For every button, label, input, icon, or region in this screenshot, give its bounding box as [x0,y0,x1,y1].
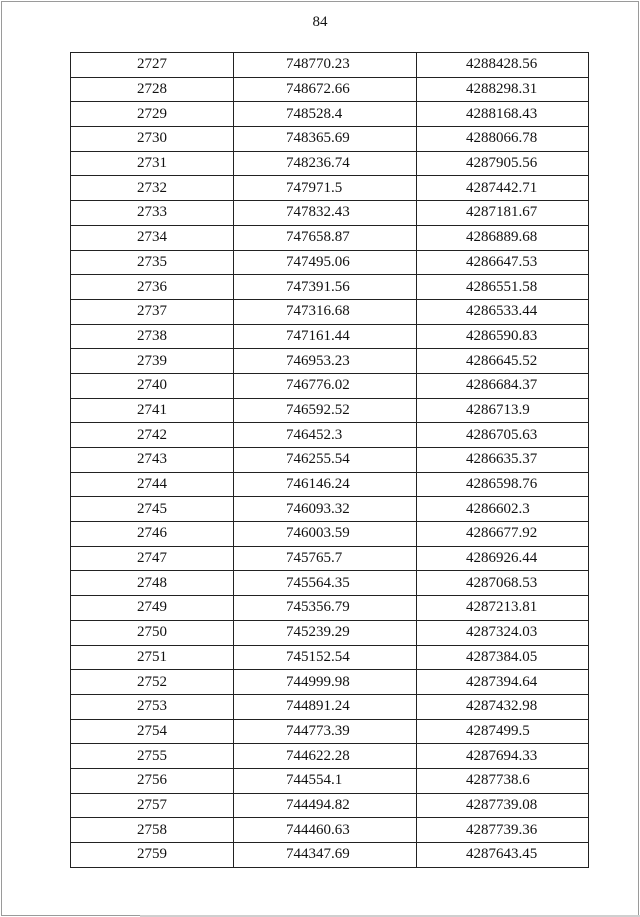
table-row [71,423,589,448]
y-coordinate-cell: 4287213.81 [417,596,589,621]
point-number-cell: 2753 [71,694,234,719]
y-coordinate-cell: 4288298.31 [417,77,589,102]
y-coordinate-cell: 4288066.78 [417,127,589,152]
y-coordinate-cell: 4287394.64 [417,670,589,695]
y-coordinate-cell: 4286551.58 [417,275,589,300]
y-coordinate-cell: 4286684.37 [417,373,589,398]
point-number-cell: 2742 [71,423,234,448]
x-coordinate-cell: 747316.68 [234,299,417,324]
point-number-cell: 2749 [71,596,234,621]
x-coordinate-cell: 744891.24 [234,694,417,719]
point-number-cell: 2751 [71,645,234,670]
point-number-cell: 2758 [71,818,234,843]
page-number: 84 [312,14,328,30]
x-coordinate-cell: 748528.4 [234,102,417,127]
table-row [71,571,589,596]
table-row [71,694,589,719]
table-row [71,645,589,670]
table-row [71,768,589,793]
x-coordinate-cell: 746255.54 [234,448,417,473]
point-number-cell: 2748 [71,571,234,596]
x-coordinate-cell: 744494.82 [234,793,417,818]
point-number-cell: 2741 [71,398,234,423]
y-coordinate-cell: 4287694.33 [417,744,589,769]
x-coordinate-cell: 746592.52 [234,398,417,423]
table-row [71,818,589,843]
table-row [71,497,589,522]
x-coordinate-cell: 748672.66 [234,77,417,102]
x-coordinate-cell: 747832.43 [234,201,417,226]
table-row [71,349,589,374]
x-coordinate-cell: 744347.69 [234,843,417,868]
y-coordinate-cell: 4288428.56 [417,53,589,78]
point-number-cell: 2732 [71,176,234,201]
point-number-cell: 2734 [71,225,234,250]
table-row [71,102,589,127]
table-row [71,596,589,621]
table-row [71,275,589,300]
coordinates-table [70,52,589,868]
x-coordinate-cell: 746452.3 [234,423,417,448]
point-number-cell: 2743 [71,448,234,473]
table-row [71,201,589,226]
point-number-cell: 2759 [71,843,234,868]
x-coordinate-cell: 747495.06 [234,250,417,275]
y-coordinate-cell: 4287739.08 [417,793,589,818]
table-row [71,299,589,324]
table-row [71,250,589,275]
table-row [71,398,589,423]
table-row [71,53,589,78]
point-number-cell: 2747 [71,546,234,571]
y-coordinate-cell: 4288168.43 [417,102,589,127]
y-coordinate-cell: 4287739.36 [417,818,589,843]
y-coordinate-cell: 4286705.63 [417,423,589,448]
point-number-cell: 2728 [71,77,234,102]
table-row [71,176,589,201]
x-coordinate-cell: 747391.56 [234,275,417,300]
table-row [71,546,589,571]
point-number-cell: 2738 [71,324,234,349]
point-number-cell: 2730 [71,127,234,152]
x-coordinate-cell: 744999.98 [234,670,417,695]
point-number-cell: 2745 [71,497,234,522]
y-coordinate-cell: 4286533.44 [417,299,589,324]
x-coordinate-cell: 746776.02 [234,373,417,398]
y-coordinate-cell: 4287738.6 [417,768,589,793]
y-coordinate-cell: 4286590.83 [417,324,589,349]
point-number-cell: 2727 [71,53,234,78]
coordinates-table-body [71,53,589,868]
y-coordinate-cell: 4286598.76 [417,472,589,497]
y-coordinate-cell: 4286645.52 [417,349,589,374]
x-coordinate-cell: 746093.32 [234,497,417,522]
y-coordinate-cell: 4287499.5 [417,719,589,744]
table-row [71,373,589,398]
point-number-cell: 2735 [71,250,234,275]
table-row [71,744,589,769]
y-coordinate-cell: 4287324.03 [417,620,589,645]
point-number-cell: 2754 [71,719,234,744]
y-coordinate-cell: 4286677.92 [417,522,589,547]
table-row [71,522,589,547]
x-coordinate-cell: 748365.69 [234,127,417,152]
point-number-cell: 2731 [71,151,234,176]
y-coordinate-cell: 4286713.9 [417,398,589,423]
y-coordinate-cell: 4287068.53 [417,571,589,596]
x-coordinate-cell: 747658.87 [234,225,417,250]
y-coordinate-cell: 4286647.53 [417,250,589,275]
x-coordinate-cell: 745152.54 [234,645,417,670]
x-coordinate-cell: 746146.24 [234,472,417,497]
x-coordinate-cell: 745765.7 [234,546,417,571]
y-coordinate-cell: 4287643.45 [417,843,589,868]
table-row [71,77,589,102]
table-row [71,324,589,349]
x-coordinate-cell: 744554.1 [234,768,417,793]
table-row [71,620,589,645]
y-coordinate-cell: 4287442.71 [417,176,589,201]
x-coordinate-cell: 744773.39 [234,719,417,744]
y-coordinate-cell: 4286635.37 [417,448,589,473]
point-number-cell: 2733 [71,201,234,226]
y-coordinate-cell: 4286602.3 [417,497,589,522]
x-coordinate-cell: 746003.59 [234,522,417,547]
y-coordinate-cell: 4286926.44 [417,546,589,571]
table-row [71,843,589,868]
y-coordinate-cell: 4287181.67 [417,201,589,226]
point-number-cell: 2737 [71,299,234,324]
point-number-cell: 2740 [71,373,234,398]
x-coordinate-cell: 744622.28 [234,744,417,769]
x-coordinate-cell: 744460.63 [234,818,417,843]
point-number-cell: 2729 [71,102,234,127]
x-coordinate-cell: 745356.79 [234,596,417,621]
x-coordinate-cell: 745564.35 [234,571,417,596]
x-coordinate-cell: 747161.44 [234,324,417,349]
table-row [71,793,589,818]
point-number-cell: 2739 [71,349,234,374]
table-row [71,670,589,695]
table-row [71,448,589,473]
x-coordinate-cell: 748236.74 [234,151,417,176]
point-number-cell: 2755 [71,744,234,769]
table-row [71,225,589,250]
table-row [71,127,589,152]
point-number-cell: 2736 [71,275,234,300]
table-row [71,151,589,176]
x-coordinate-cell: 745239.29 [234,620,417,645]
point-number-cell: 2757 [71,793,234,818]
y-coordinate-cell: 4287905.56 [417,151,589,176]
x-coordinate-cell: 746953.23 [234,349,417,374]
point-number-cell: 2746 [71,522,234,547]
x-coordinate-cell: 748770.23 [234,53,417,78]
point-number-cell: 2756 [71,768,234,793]
point-number-cell: 2752 [71,670,234,695]
y-coordinate-cell: 4287384.05 [417,645,589,670]
x-coordinate-cell: 747971.5 [234,176,417,201]
point-number-cell: 2744 [71,472,234,497]
y-coordinate-cell: 4287432.98 [417,694,589,719]
y-coordinate-cell: 4286889.68 [417,225,589,250]
point-number-cell: 2750 [71,620,234,645]
table-row [71,472,589,497]
table-row [71,719,589,744]
